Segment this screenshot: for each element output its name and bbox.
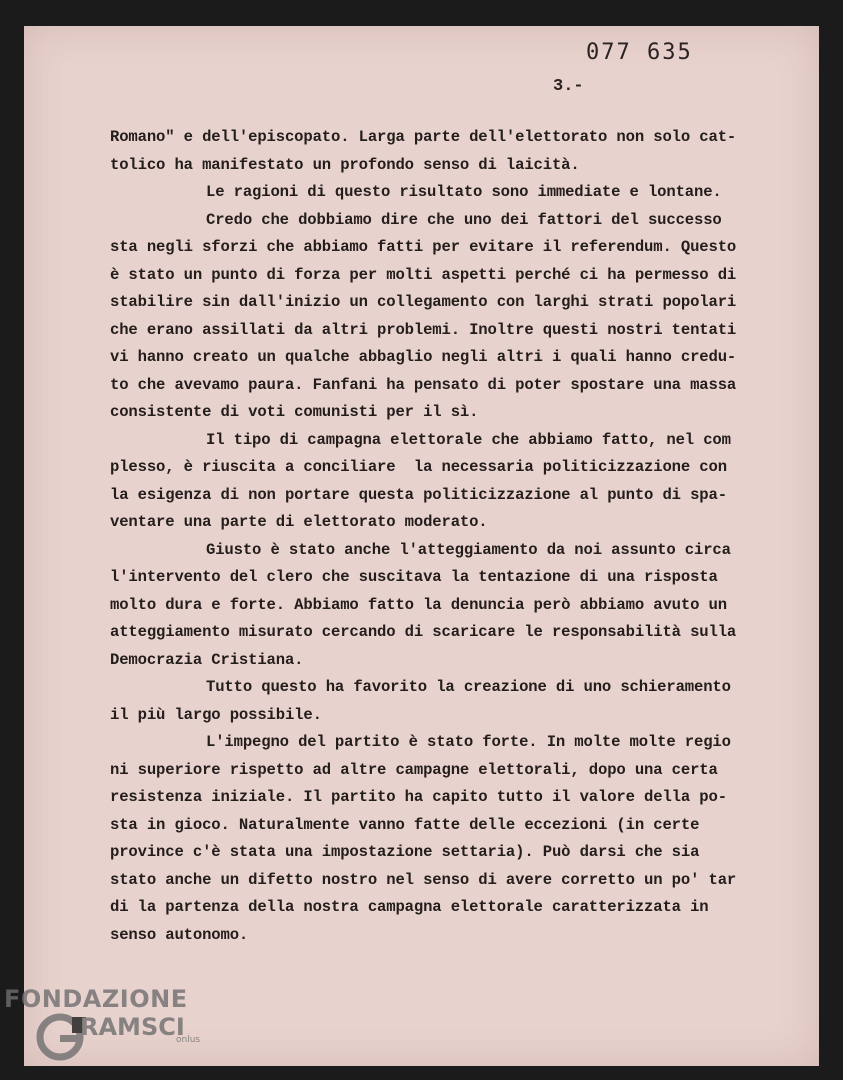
document-body [110, 124, 790, 949]
text-line: Il tipo di campagna elettorale che abbiamo fatto, nel com [206, 430, 731, 449]
page-number: 3.- [553, 77, 584, 96]
text-line: molto dura e forte. Abbiamo fatto la denuncia però abbiamo avuto un [110, 595, 727, 614]
text-line: vi hanno creato un qualche abbaglio negli altri i quali hanno credu- [110, 348, 737, 366]
fondazione-gramsci-watermark [4, 985, 201, 1045]
text-line: di la partenza della nostra campagna elettorale caratterizzata in [110, 898, 709, 916]
text-line: Le ragioni di questo risultato sono immediate e lontane. [206, 183, 722, 201]
watermark-line-2: RAMSCI [80, 1013, 185, 1041]
text-line: consistente di voti comunisti per il sì. [110, 403, 479, 421]
text-line: sta in gioco. Naturalmente vanno fatte delle eccezioni (in certe [110, 815, 700, 834]
text-line: resistenza iniziale. Il partito ha capito tutto il valore della po- [110, 788, 727, 806]
archive-number: 077 635 [586, 40, 693, 65]
text-line: stato anche un difetto nostro nel senso di avere corretto un po' tar [110, 870, 737, 889]
watermark-onlus: onlus [176, 1035, 201, 1045]
text-line: Democrazia Cristiana. [110, 650, 304, 669]
text-line: plesso, è riuscita a conciliare la necessaria politicizzazione con [110, 458, 727, 476]
text-line: l'intervento del clero che suscitava la tentazione di una risposta [110, 568, 718, 586]
text-line: Tutto questo ha favorito la creazione di uno schieramento [206, 678, 731, 696]
text-line: sta negli sforzi che abbiamo fatti per evitare il referendum. Questo [110, 238, 737, 256]
text-line: province c'è stata una impostazione settaria). Può darsi che sia [110, 843, 700, 861]
text-line: che erano assillati da altri problemi. Inoltre questi nostri tentati [110, 320, 737, 339]
text-line: senso autonomo. [110, 925, 249, 944]
text-line: la esigenza di non portare questa politicizzazione al punto di spa- [110, 485, 727, 504]
text-line: tolico ha manifestato un profondo senso di laicità. [110, 155, 580, 174]
text-line: to che avevamo paura. Fanfani ha pensato di poter spostare una massa [110, 375, 737, 394]
text-line: il più largo possibile. [110, 705, 322, 724]
text-line: L'impegno del partito è stato forte. In molte molte regio [206, 733, 731, 751]
text-line: Giusto è stato anche l'atteggiamento da noi assunto circa [206, 540, 731, 559]
text-line: ventare una parte di elettorato moderato. [110, 513, 488, 531]
watermark-line-1: FONDAZIONE [4, 985, 188, 1013]
text-line: Credo che dobbiamo dire che uno dei fattori del successo [206, 210, 722, 229]
text-line: Romano" e dell'episcopato. Larga parte dell'elettorato non solo cat- [110, 128, 737, 146]
text-line: stabilire sin dall'inizio un collegamento con larghi strati popolari [110, 293, 737, 311]
text-line: ni superiore rispetto ad altre campagne elettorali, dopo una certa [110, 760, 718, 779]
text-line: atteggiamento misurato cercando di scaricare le responsabilità sulla [110, 623, 737, 641]
text-line: è stato un punto di forza per molti aspetti perché ci ha permesso di [110, 265, 737, 284]
